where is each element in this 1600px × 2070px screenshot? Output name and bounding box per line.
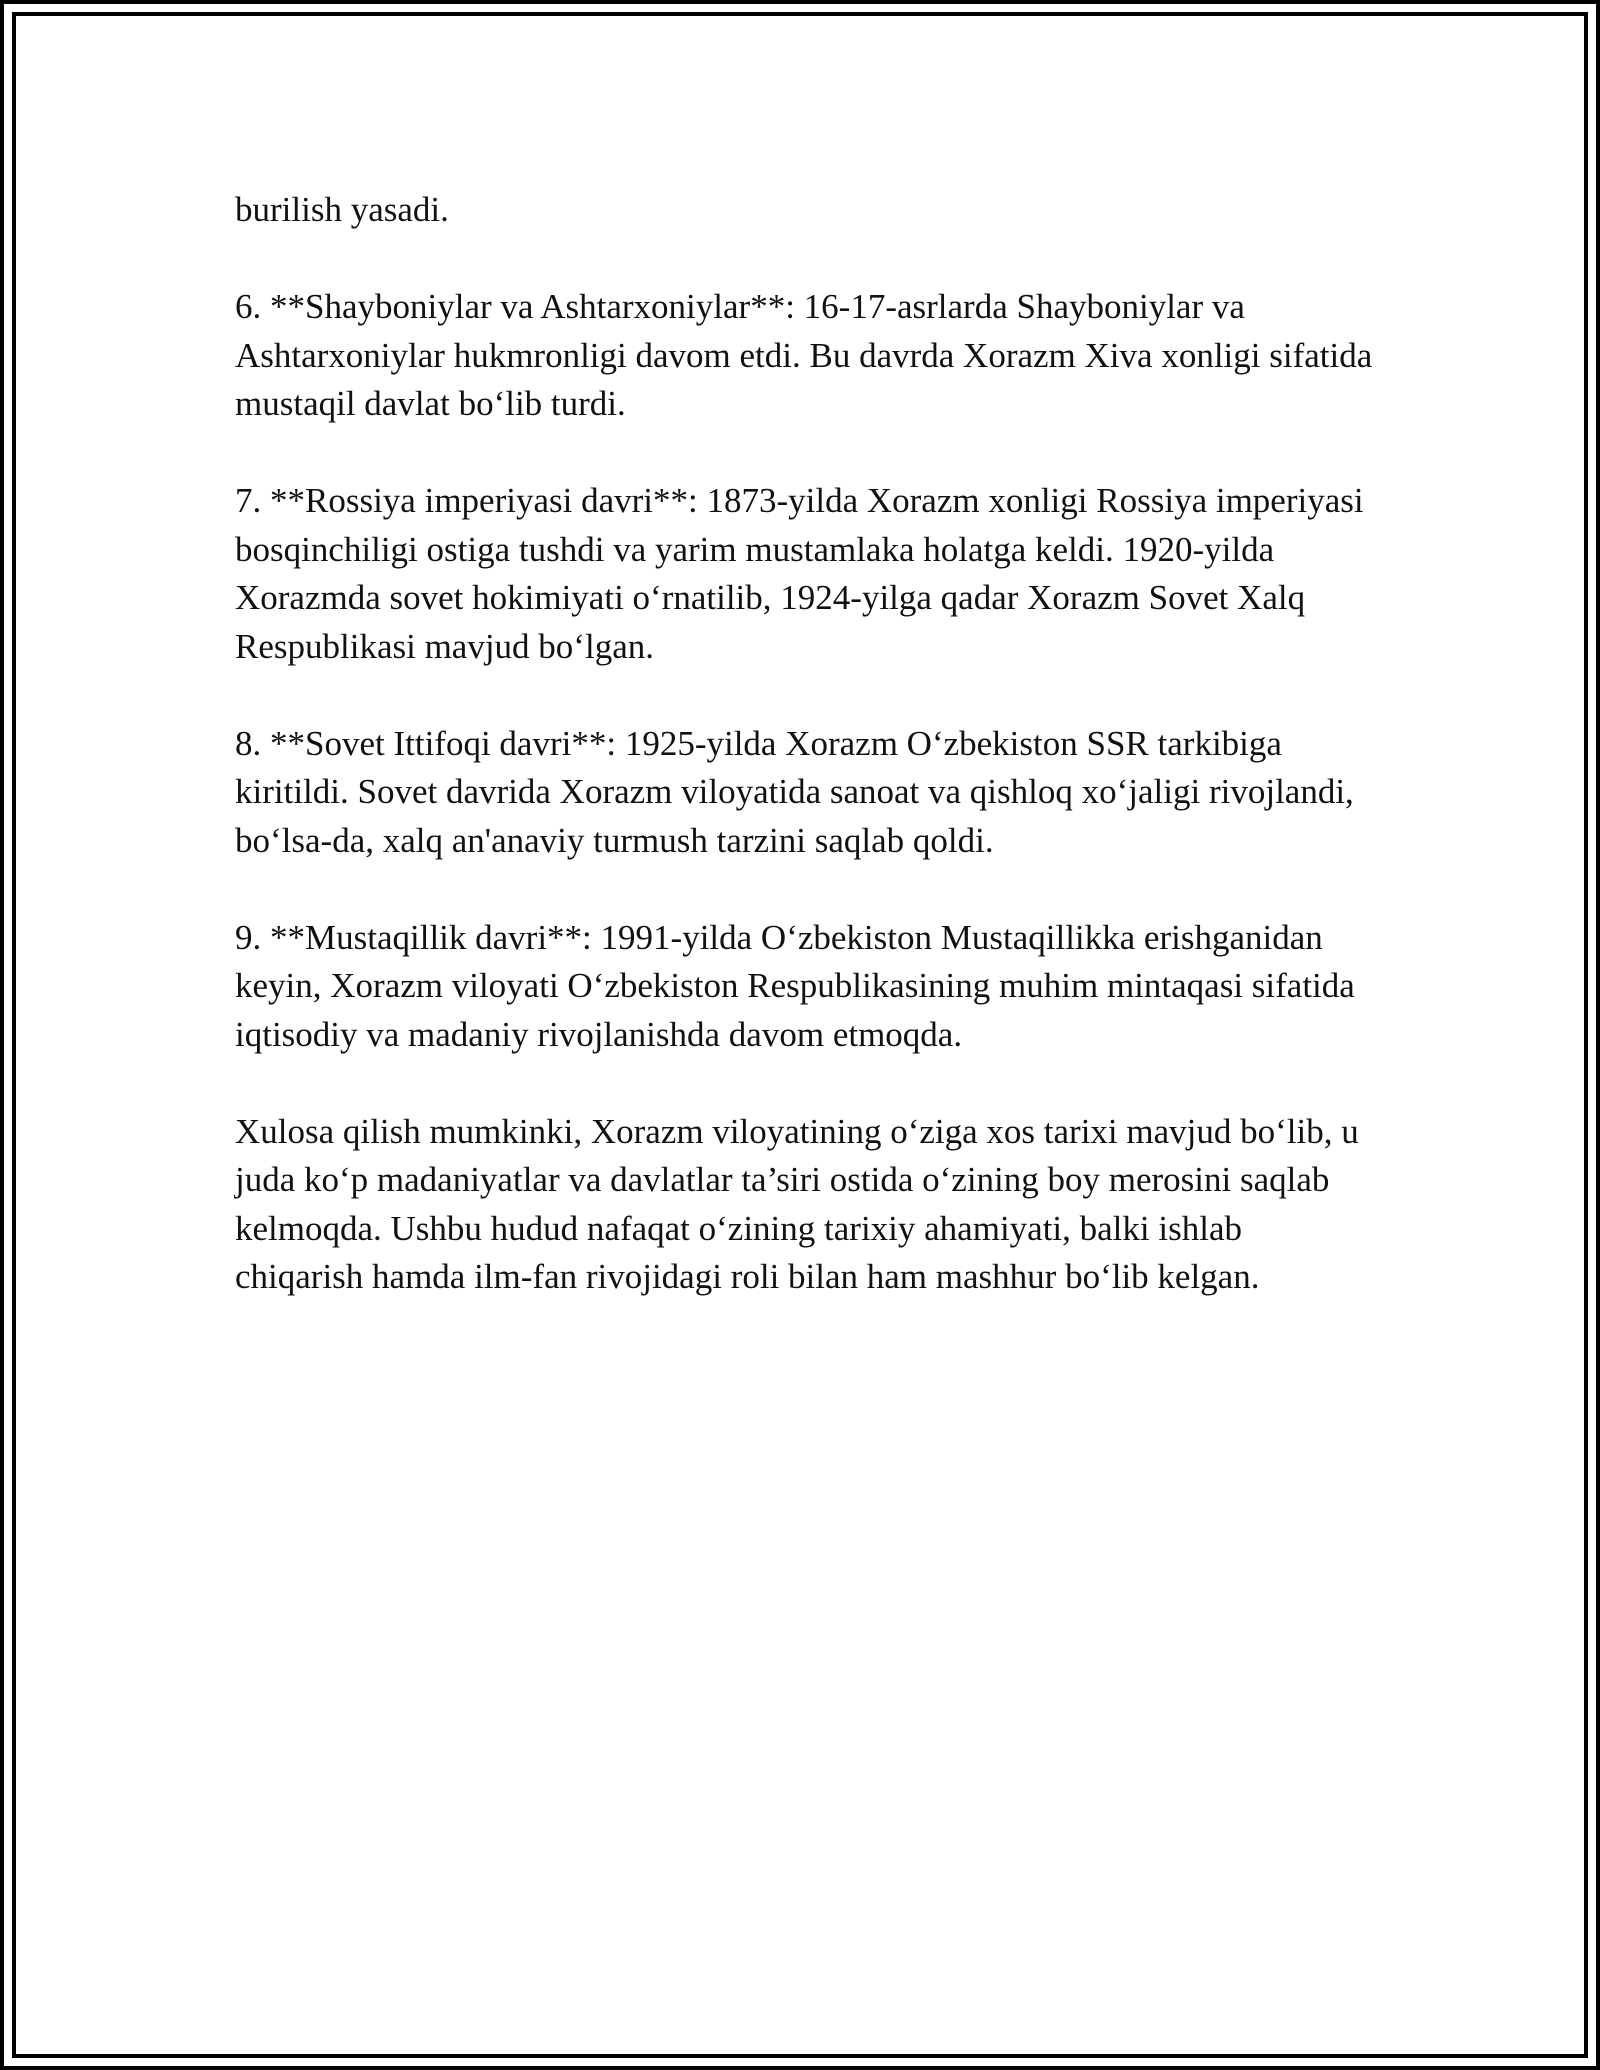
paragraph-continuation: burilish yasadi. [235,190,449,229]
paragraph-conclusion: Xulosa qilish mumkinki, Xorazm viloyatining o‘ziga xos tarixi mavjud bo‘lib, u juda ko‘p madaniyatlar va davlatlar ta’siri ostida o‘zining boy merosini saqlab kelmoqda. Ushbu hudud nafaqat o‘zining tarixiy ahamiyati, balki ishlab chiqarish hamda ilm-fan rivojidagi roli bilan ham mashhur bo‘lib kelgan. [235,1111,1359,1296]
paragraph-shayboniylar: 6. **Shayboniylar va Ashtarxoniylar**: 16-17-asrlarda Shayboniylar va Ashtarxoniylar hukmronligi davom etdi. Bu davrda Xorazm Xiva xonligi sifatida mustaqil davlat bo‘lib turdi. [235,287,1373,423]
paragraph-rossiya-imperiyasi: 7. **Rossiya imperiyasi davri**: 1873-yilda Xorazm xonligi Rossiya imperiyasi bosqinchiligi ostiga tushdi va yarim mustamlaka holatga keldi. 1920-yilda Xorazmda sovet hokimiyati o‘rnatilib, 1924-yilga qadar Xorazm Sovet Xalq Respublikasi mavjud bo‘lgan. [235,481,1364,666]
document-body [235,186,1375,1302]
paragraph-mustaqillik: 9. **Mustaqillik davri**: 1991-yilda O‘zbekiston Mustaqillikka erishganidan keyin, Xorazm viloyati O‘zbekiston Respublikasining muhim mintaqasi sifatida iqtisodiy va madaniy rivojlanishda davom etmoqda. [235,917,1355,1054]
paragraph-sovet-ittifoqi: 8. **Sovet Ittifoqi davri**: 1925-yilda Xorazm O‘zbekiston SSR tarkibiga kiritildi. Sovet davrida Xorazm viloyatida sanoat va qishloq xo‘jaligi rivojlandi, bo‘lsa-da, xalq an'anaviy turmush tarzini saqlab qoldi. [235,723,1354,860]
